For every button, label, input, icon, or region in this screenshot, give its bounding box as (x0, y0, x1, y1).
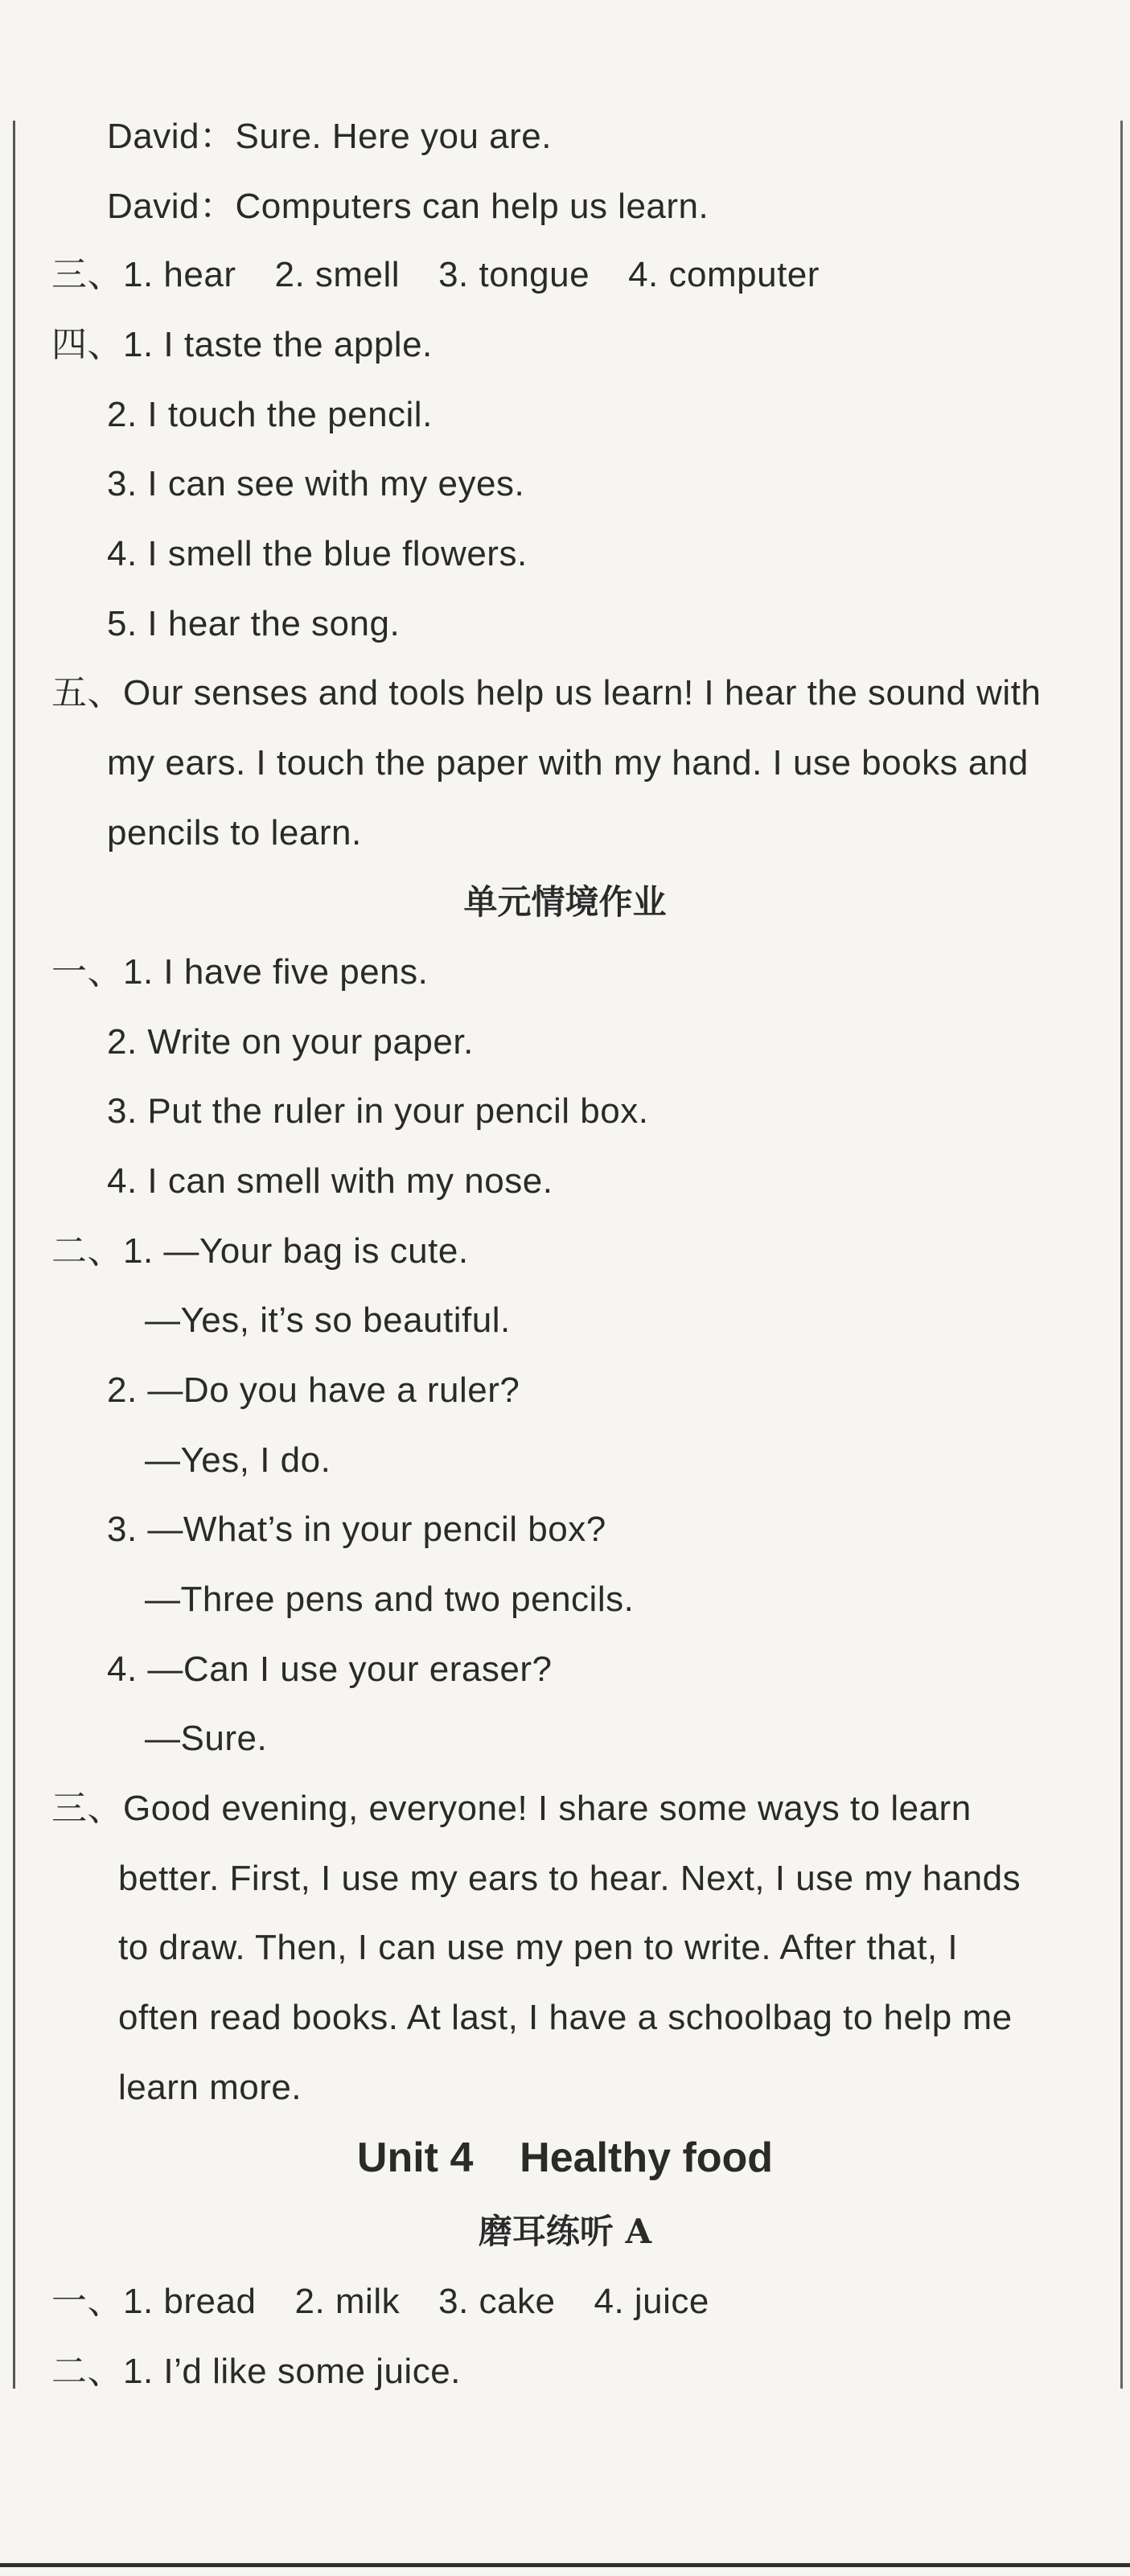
dialogue-line: 4. —Can I use your eraser? (107, 1650, 553, 1689)
question-number: 四、 (51, 324, 123, 365)
answer-item: 5. I hear the song. (107, 604, 401, 643)
answer-item: 4. juice (594, 2282, 709, 2321)
section-subtitle: 磨耳练听 A (478, 2212, 652, 2251)
answer-item: 2. I touch the pencil. (107, 395, 433, 434)
answer-item: 1. I have five pens. (123, 952, 429, 992)
question-number: 三、 (51, 1788, 123, 1829)
dialogue-line: —Sure. (145, 1719, 268, 1758)
answer-row-san-2 (51, 1785, 972, 1833)
dialogue-line: —Yes, I do. (145, 1440, 331, 1480)
answer-item: 4. computer (628, 255, 820, 294)
answer-item: 4. I can smell with my nose. (107, 1161, 553, 1201)
dialogue-line: 2. —Do you have a ruler? (107, 1370, 520, 1410)
answer-row-si (51, 321, 433, 369)
answer-item: 3. I can see with my eyes. (107, 464, 525, 503)
answer-item: 3. tongue (438, 255, 590, 294)
answer-row-er (51, 1227, 469, 1276)
question-number: 五、 (51, 672, 123, 713)
answer-item: 1. bread (123, 2282, 257, 2321)
answer-item: 1. I’d like some juice. (123, 2352, 461, 2391)
answer-row-yi (51, 948, 428, 996)
dialogue-line: 3. —What’s in your pencil box? (107, 1510, 606, 1549)
section-title: 单元情境作业 (463, 882, 667, 922)
paragraph-line: to draw. Then, I can use my pen to write. After that, I (118, 1928, 959, 1967)
bottom-rule (0, 2563, 1130, 2567)
paragraph-line: Good evening, everyone! I share some ways to learn (123, 1789, 972, 1828)
answer-item: 3. Put the ruler in your pencil box. (107, 1091, 649, 1131)
paragraph-line: my ears. I touch the paper with my hand. I use books and (107, 743, 1029, 783)
paragraph-line: pencils to learn. (107, 813, 362, 853)
paragraph-line: better. First, I use my ears to hear. Next, I use my hands (118, 1859, 1021, 1898)
question-number: 二、 (51, 1230, 123, 1272)
left-margin-rule (13, 121, 15, 2389)
right-margin-rule (1120, 121, 1123, 2389)
question-number: 三、 (51, 254, 123, 295)
paragraph-line: Our senses and tools help us learn! I hear the sound with (123, 673, 1042, 713)
unit-title: Unit 4 Healthy food (356, 2134, 774, 2181)
answer-row-san (51, 251, 820, 299)
paragraph-line: often read books. At last, I have a schoolbag to help me (118, 1998, 1013, 2037)
dialogue-line: —Three pens and two pencils. (145, 1580, 635, 1619)
answer-item: 3. cake (438, 2282, 556, 2321)
question-number: 二、 (51, 2351, 123, 2392)
question-number: 一、 (51, 951, 123, 992)
paragraph-line: learn more. (118, 2068, 302, 2107)
answer-row-yi-2 (51, 2278, 709, 2326)
answer-item: 1. hear (123, 255, 236, 294)
question-number: 一、 (51, 2281, 123, 2322)
answer-item: 2. milk (294, 2282, 401, 2321)
answer-item: 2. Write on your paper. (107, 1022, 474, 1062)
answer-item: 4. I smell the blue flowers. (107, 534, 528, 573)
dialogue-line: David：Computers can help us learn. (107, 187, 709, 226)
dialogue-line: 1. —Your bag is cute. (123, 1231, 469, 1271)
dialogue-line: David：Sure. Here you are. (107, 117, 552, 156)
answer-item: 2. smell (274, 255, 401, 294)
answer-item: 1. I taste the apple. (123, 325, 433, 364)
answer-row-wu (51, 669, 1041, 717)
answer-row-er-2 (51, 2348, 461, 2396)
dialogue-line: —Yes, it’s so beautiful. (145, 1300, 511, 1340)
